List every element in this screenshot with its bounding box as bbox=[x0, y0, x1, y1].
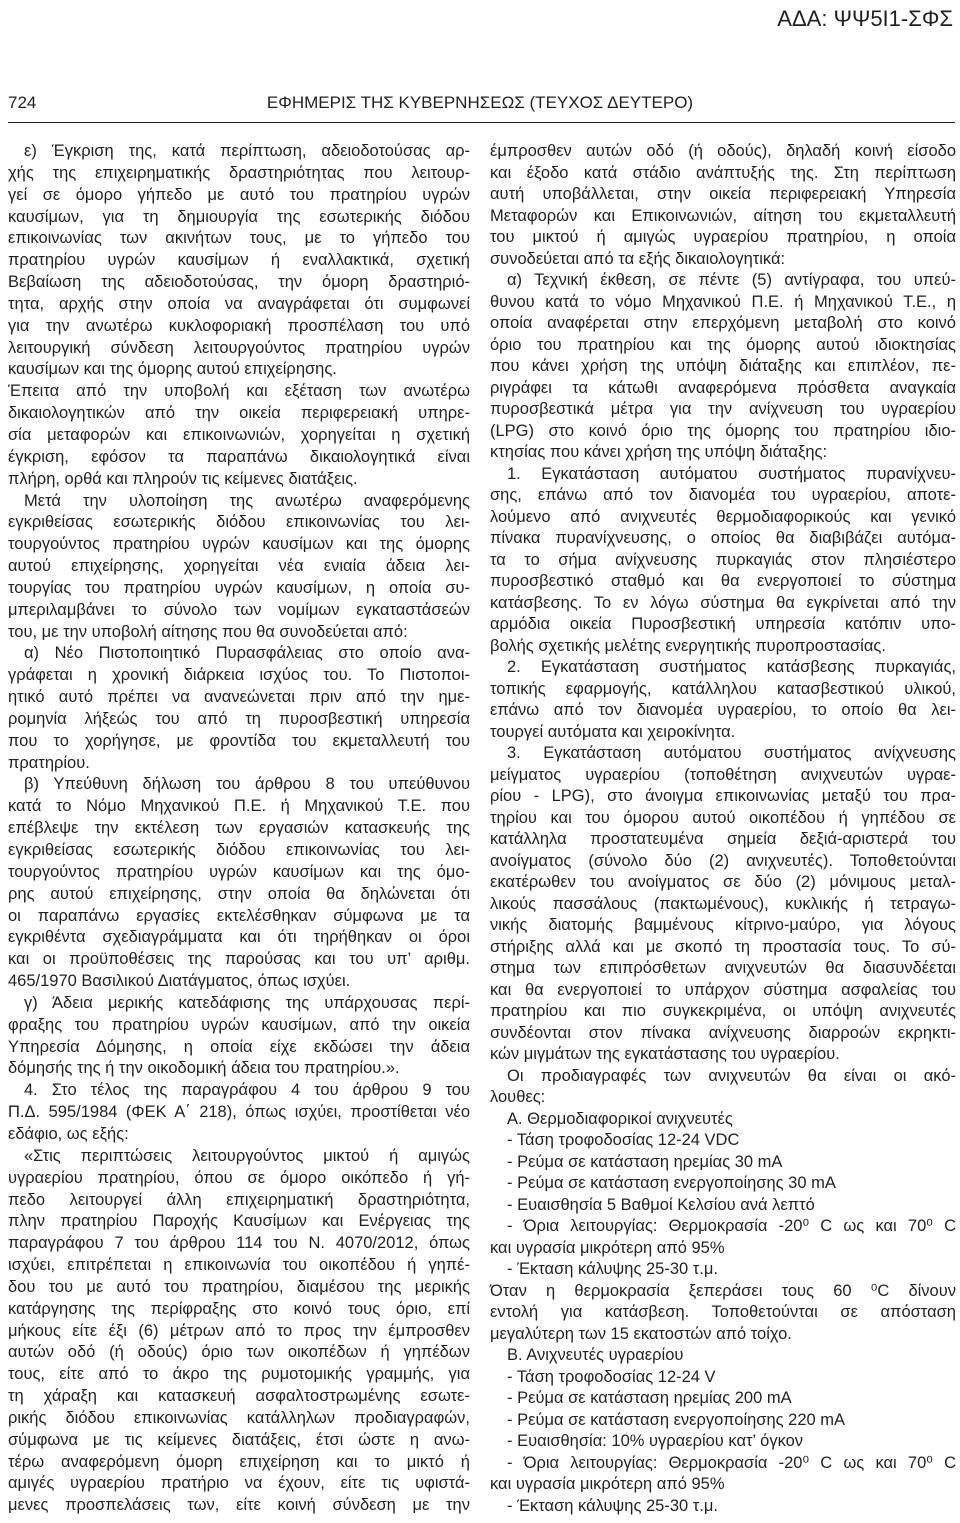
text-line: 465/1970 Βασιλικού Διατάγματος, όπως ισχύει. bbox=[8, 972, 351, 991]
text-line: ρίου - LPG), στο άνοιγμα επικοινωνίας μεταξύ του πρα- bbox=[490, 787, 956, 805]
text-line: χής της επιχειρηματικής δραστηριότητας που λειτουρ- bbox=[8, 163, 470, 182]
paragraph bbox=[8, 141, 470, 381]
text-line: καυσίμων, για τη δημιουργία της εσωτερικής διόδου bbox=[8, 207, 470, 226]
text-line: έμπροσθεν αυτών οδό (ή οδούς), δηλαδή κοινή είσοδο bbox=[490, 142, 956, 160]
text-line: γράφεται η χρονική διάρκεια ισχύος του. Το Πιστοποι- bbox=[8, 666, 470, 685]
paragraph bbox=[490, 1195, 956, 1217]
text-line: και οι προϋποθέσεις της παρούσας και του υπ’ αριθμ. bbox=[8, 950, 470, 969]
text-line: γεί σε όμορο γήπεδο με αυτό του πρατηρίου υγρών bbox=[8, 185, 470, 204]
text-line: 4. Στο τέλος της παραγράφου 4 του άρθρου 9 του bbox=[24, 1081, 470, 1100]
paragraph bbox=[490, 1431, 956, 1453]
text-line: - Ρεύμα σε κατάσταση ενεργοποίησης 220 mA bbox=[507, 1410, 846, 1429]
text-line: αυτή υποβάλλεται, στην οικεία περιφερειακή Υπηρεσία bbox=[490, 185, 956, 203]
text-line: του μικτού ή αμιγώς υγραερίου πρατηρίου, η οποία bbox=[490, 228, 956, 246]
text-line: επέβλεψε την εκτέλεση των εργασιών κατασκευής της bbox=[8, 819, 470, 838]
text-line: Π.Δ. 595/1984 (ΦΕΚ Α΄ 218), όπως ισχύει, προστίθεται νέο bbox=[8, 1103, 470, 1122]
paragraph bbox=[490, 141, 956, 270]
text-line: λουθες: bbox=[490, 1088, 546, 1106]
text-line: - Όρια λειτουργίας: Θερμοκρασία -20⁰ C ως και 70⁰ C bbox=[507, 1453, 956, 1472]
text-line: - Όρια λειτουργίας: Θερμοκρασία -20⁰ C ως και 70⁰ C bbox=[507, 1217, 956, 1235]
text-line: κατάλληλα προστατευμένα σημεία δεξιά-αριστερά του bbox=[490, 830, 956, 848]
text-line: θυνου κατά το νόμο Μηχανικού Π.Ε. ή Μηχανικού Τ.Ε., η bbox=[490, 292, 956, 311]
text-line: τητα, αρχής στην οποία να αναγράφεται ότι συμφωνεί bbox=[8, 294, 470, 313]
text-line: μείγματος υγραερίου (τοποθέτηση ανιχνευτών υγραε- bbox=[490, 765, 956, 784]
text-line: λειτουργική σύνδεση λειτουργούντος πρατηρίου υγρών bbox=[8, 338, 470, 357]
text-line: - Ρεύμα σε κατάσταση ηρεμίας 200 mA bbox=[507, 1389, 792, 1407]
text-line: κατά το Νόμο Μηχανικού Π.Ε. ή Μηχανικού Τ.Ε. που bbox=[8, 797, 470, 816]
header-divider bbox=[8, 122, 955, 123]
text-line: οι παραπάνω εργασίες εκτελέσθηκαν σύμφωνα με τα bbox=[8, 906, 470, 925]
text-line: βολής σχετικής μελέτης ενεργητικής πυροπροστασίας. bbox=[490, 636, 886, 655]
text-line: όριο του πρατηρίου και της όμορης αυτού ιδιοκτησίας bbox=[490, 335, 956, 354]
text-line: τους, είτε από το άκρο της ρυμοτομικής γραμμής, για bbox=[8, 1365, 470, 1384]
text-line: επικοινωνίας των ακινήτων τους, με το γήπεδο του bbox=[8, 229, 470, 248]
text-line: κατάργησης της περίφραξης στο κοινό τους όριο, επί bbox=[8, 1299, 470, 1318]
paragraph bbox=[8, 1146, 470, 1517]
text-line: «Στις περιπτώσεις λειτουργούντος μικτού ή αμιγώς bbox=[24, 1146, 470, 1165]
text-line: κών μιγμάτων της εγκατάστασης του υγραερίου. bbox=[490, 1045, 840, 1063]
paragraph bbox=[490, 1152, 956, 1174]
page-number: 724 bbox=[8, 93, 37, 112]
paragraph bbox=[490, 1367, 956, 1389]
text-line: τέρω αναφερόμενη όμορη επιχείρηση και το μικτό ή bbox=[8, 1452, 470, 1471]
paragraph bbox=[490, 270, 956, 464]
text-line: μεγαλύτερη των 15 εκατοστών από τοίχο. bbox=[490, 1324, 792, 1343]
text-line: κατάσβεσης. Το εν λόγω σύστημα θα εγκρίνεται από την bbox=[490, 593, 956, 612]
paragraph bbox=[490, 1109, 956, 1131]
text-line: εγκριθείσας εσωτερικής διόδου επικοινωνίας του λει- bbox=[8, 841, 470, 859]
text-line: τουργίας του πρατηρίου υγρών καυσίμων, η οποία συ- bbox=[8, 578, 470, 597]
text-line: και υγρασία μικρότερη από 95% bbox=[490, 1238, 725, 1257]
text-line: για την ανωτέρω κυκλοφοριακή προσπέλαση του υπό bbox=[8, 316, 470, 335]
text-line: - Τάση τροφοδοσίας 12-24 V bbox=[507, 1367, 716, 1386]
text-line: πλην πρατηρίου Παροχής Καυσίμων και Ενέργειας της bbox=[8, 1212, 470, 1231]
text-line: - Έκταση κάλυψης 25-30 τ.μ. bbox=[507, 1496, 718, 1515]
text-line: εγκριθέντα σχεδιαγράμματα και ότι τηρήθηκαν οι όροι bbox=[8, 928, 470, 947]
text-line: υγραερίου πρατηρίου, όπου σε όμορο οικόπεδο ή γή- bbox=[8, 1168, 470, 1187]
text-line: Βεβαίωση της αδειοδοτούσας, την όμορη δραστηριό- bbox=[8, 273, 470, 292]
text-line: α) Νέο Πιστοποιητικό Πυρασφάλειας στο οποίο ανα- bbox=[24, 644, 470, 663]
text-line: λικούς πασσάλους (πακτωμένους), κυκλικής ή τετραγω- bbox=[490, 894, 956, 913]
text-line: Υπηρεσία Δόμησης, η οποία είχε εκδώσει την άδεια bbox=[8, 1037, 470, 1056]
text-line: - Τάση τροφοδοσίας 12-24 VDC bbox=[507, 1131, 740, 1149]
text-line: Β. Ανιχνευτές υγραερίου bbox=[507, 1346, 684, 1364]
text-line: Οι προδιαγραφές των ανιχνευτών θα είναι οι ακό- bbox=[507, 1066, 956, 1085]
text-line: και θα ενεργοποιεί το υπάρχον σύστημα ασφαλείας του bbox=[490, 980, 956, 999]
text-line: γ) Άδεια μερικής κατεδάφισης της υπάρχουσας περί- bbox=[24, 993, 470, 1012]
text-line: (LPG) στο κοινό όριο της όμορης του πρατηρίου ιδιο- bbox=[490, 421, 956, 440]
left-column bbox=[8, 141, 470, 1517]
paragraph bbox=[8, 643, 470, 774]
text-line: μενες προσπελάσεις των, είτε κοινή σύνδεση με την bbox=[8, 1496, 470, 1515]
text-line: αμιγές υγραερίου πρατήριο να έχουν, είτε τις υφιστά- bbox=[8, 1474, 470, 1493]
paragraph bbox=[490, 657, 956, 743]
text-line: εκατέρωθεν του ανοίγματος σε δύο (2) μόνιμους μεταλ- bbox=[490, 873, 956, 891]
paragraph bbox=[490, 1216, 956, 1259]
text-line: εδάφιο, ως εξής: bbox=[8, 1124, 129, 1143]
text-line: Έπειτα από την υποβολή και εξέταση των ανωτέρω bbox=[8, 382, 470, 401]
text-line: πίνακα πυρανίχνευσης, ο οποίος θα διαβιβάζει αυτόμα- bbox=[490, 529, 956, 547]
paragraph bbox=[8, 381, 470, 490]
text-line: ριγράφει τα κάτωθι αναφερόμενα πρόσθετα αναγκαία bbox=[490, 378, 956, 397]
paragraph bbox=[490, 1066, 956, 1109]
text-line: νικής διατομής βαμμένους κίτρινο-μαύρο, για λόγους bbox=[490, 916, 956, 934]
text-line: καυσίμων και της όμορης αυτού επιχείρησης. bbox=[8, 360, 337, 379]
text-line: Όταν η θερμοκρασία ξεπεράσει τους 60 ⁰C δίνουν bbox=[490, 1281, 956, 1300]
text-line: ητικό αυτό πρέπει να ανανεώνεται πριν από την ημε- bbox=[8, 688, 470, 707]
paragraph bbox=[490, 1173, 956, 1195]
text-line: τη χάραξη και κατασκευή ασφαλτοστρωμένης εσωτε- bbox=[8, 1387, 470, 1406]
paragraph bbox=[8, 491, 470, 644]
paragraph bbox=[490, 743, 956, 1066]
paragraph bbox=[8, 774, 470, 992]
text-line: στήριξης αλλά και με σκοπό τη προστασία τους. Το σύ- bbox=[490, 937, 956, 956]
text-line: πρατηρίου. bbox=[8, 753, 90, 772]
text-line: έγκριση, εφόσον τα παραπάνω δικαιολογητικά είναι bbox=[8, 447, 470, 466]
text-line: πρατηρίου υγρών καυσίμων ή εναλλακτικά, σχετική bbox=[8, 251, 470, 270]
text-line: δικαιολογητικών από την οικεία περιφερειακή υπηρε- bbox=[8, 404, 470, 423]
text-line: τοπικής εφαρμογής, κατάλληλου κατασβεστικού υλικού, bbox=[490, 679, 956, 698]
paragraph bbox=[490, 1345, 956, 1367]
paragraph bbox=[490, 1130, 956, 1152]
text-line: σης, επάνω από τον διανομέα του υγραερίου, αποτε- bbox=[490, 486, 956, 504]
text-line: α) Τεχνική έκθεση, σε πέντε (5) αντίγραφα, του υπεύ- bbox=[507, 271, 956, 289]
text-line: - Ρεύμα σε κατάσταση ενεργοποίησης 30 mA bbox=[507, 1174, 836, 1192]
text-line: συνδέονται στον πίνακα ανίχνευσης διαρροών εκρηκτι- bbox=[490, 1023, 956, 1042]
text-line: 2. Εγκατάσταση συστήματος κατάσβεσης πυρκαγιάς, bbox=[507, 658, 956, 676]
text-line: εγκριθείσας εσωτερικής διόδου επικοινωνίας του λει- bbox=[8, 513, 470, 532]
paragraph bbox=[490, 1453, 956, 1496]
paragraph bbox=[490, 1388, 956, 1410]
text-line: και έξοδο κατά στάδιο ανάπτυξής της. Στη περίπτωση bbox=[490, 163, 956, 182]
text-line: ανοίγματος (σύνολο δύο (2) ανιχνευτές). Τοποθετούνται bbox=[490, 851, 956, 870]
text-line: που το χορήγησε, με φροντίδα του εκμεταλλευτή του bbox=[8, 731, 470, 750]
text-line: εντολή για κατάσβεση. Τοποθετούνται σε απόσταση bbox=[490, 1303, 956, 1321]
text-line: - Ρεύμα σε κατάσταση ηρεμίας 30 mA bbox=[507, 1152, 783, 1171]
text-line: επάνω από τον διανομέα υγραερίου, το οποίο θα λει- bbox=[490, 701, 956, 719]
text-line: σία μεταφορών και επικοινωνιών, χορηγείται η σχετική bbox=[8, 425, 470, 444]
text-line: ρης αυτού επιχείρησης, στην οποία θα δηλώνεται ότι bbox=[8, 884, 470, 903]
text-line: φραξης του πρατηρίου υγρών καυσίμων, από την οικεία bbox=[8, 1015, 470, 1034]
text-line: Μεταφορών και Επικοινωνιών, αίτηση του εκμεταλλευτή bbox=[490, 206, 956, 225]
paragraph bbox=[490, 464, 956, 658]
paragraph bbox=[490, 1281, 956, 1346]
text-line: και υγρασία μικρότερη από 95% bbox=[490, 1475, 725, 1493]
text-line: - Ευαισθησία 5 Βαθμοί Κελσίου ανά λεπτό bbox=[507, 1195, 815, 1214]
text-line: αυτού επιχείρησης, χορηγείται νέα ενιαία άδεια λει- bbox=[8, 557, 470, 576]
text-line: αρμόδια οικεία Πυροσβεστική υπηρεσία κατόπιν υπο- bbox=[490, 615, 956, 633]
text-line: πεδο λειτουργεί άλλη επιχειρηματική δραστηριότητα, bbox=[8, 1190, 470, 1209]
text-line: πρατηρίου και πιο συγκεκριμένα, οι υπόψη ανιχνευτές bbox=[490, 1002, 956, 1020]
text-line: 1. Εγκατάσταση αυτόματου συστήματος πυρανίχνευ- bbox=[507, 464, 956, 483]
paragraph bbox=[8, 993, 470, 1080]
text-line: δόμησής της ή την οικοδομική άδεια του πρατηρίου.». bbox=[8, 1059, 400, 1078]
document-code: ΑΔΑ: ΨΨ5Ι1-ΣΦΣ bbox=[777, 6, 953, 31]
text-line: συνοδεύεται από τα εξής δικαιολογητικά: bbox=[490, 249, 786, 268]
text-line: που κάνει χρήση της υπόψη διάταξης και επιπλέον, πε- bbox=[490, 357, 956, 375]
text-line: τουργεί αυτόματα και χειροκίνητα. bbox=[490, 722, 736, 741]
text-line: κτησίας που κάνει χρήση της υπόψη διάταξης: bbox=[490, 443, 828, 461]
text-line: ισχύει, επιτρέπεται η επικοινωνία του οικοπέδου ή γηπέ- bbox=[8, 1256, 470, 1275]
text-line: τουργούντος πρατηρίου υγρών καυσίμων και της όμο- bbox=[8, 862, 470, 881]
text-line: - Ευαισθησία: 10% υγραερίου κατ’ όγκον bbox=[507, 1432, 804, 1450]
text-line: λούμενο από ανιχνευτές θερμοδιαφορικούς και γενικό bbox=[490, 507, 956, 526]
text-line: 3. Εγκατάσταση αυτόματου συστήματος ανίχνευσης bbox=[507, 744, 956, 762]
text-line: πλήρη, ορθά και πληρούν τις κείμενες διατάξεις. bbox=[8, 469, 358, 488]
text-line: του, με την υποβολή αίτησης που θα συνοδεύεται από: bbox=[8, 622, 408, 641]
paragraph bbox=[490, 1410, 956, 1432]
text-line: τα το σήμα ανίχνευσης πυρκαγιάς στον πλησιέστερο bbox=[490, 550, 956, 569]
paragraph bbox=[490, 1259, 956, 1281]
paragraph bbox=[490, 1496, 956, 1518]
text-line: αυτών οδό (ή οδούς) όριο των οικοπέδων ή γηπέδων bbox=[8, 1343, 470, 1362]
text-line: Μετά την υλοποίηση της ανωτέρω αναφερόμενης bbox=[24, 491, 470, 510]
text-line: τηρίου και του όμορου αυτού οικοπέδου ή γηπέδου σε bbox=[490, 808, 956, 827]
text-line: σύμφωνα με τις κείμενες διατάξεις, έτσι ώστε η ανω- bbox=[8, 1430, 470, 1449]
text-line: μήκους είτε έξι (6) μέτρων από το προς την έμπροσθεν bbox=[8, 1321, 470, 1340]
text-line: Α. Θερμοδιαφορικοί ανιχνευτές bbox=[507, 1109, 733, 1128]
text-line: ε) Έγκριση της, κατά περίπτωση, αδειοδοτούσας αρ- bbox=[24, 142, 470, 160]
text-line: πυροσβεστικό σταθμό και θα ενεργοποιεί το σύστημα bbox=[490, 572, 956, 590]
text-line: μπεριλαμβάνει το σύνολο των νομίμων εγκαταστάσεών bbox=[8, 600, 470, 619]
gazette-title: ΕΦΗΜΕΡΙΣ ΤΗΣ ΚΥΒΕΡΝΗΣΕΩΣ (ΤΕΥΧΟΣ ΔΕΥΤΕΡΟ) bbox=[266, 93, 694, 112]
text-line: πυροσβεστικά μέτρα για την ανίχνευση του υγραερίου bbox=[490, 400, 956, 418]
text-line: παραγράφου 7 του άρθρου 114 του Ν. 4070/2012, όπως bbox=[8, 1234, 470, 1253]
text-line: τουργούντος πρατηρίου υγρών καυσίμων και της όμορης bbox=[8, 535, 470, 554]
text-line: ρικής διόδου επικοινωνίας κατάλληλων προδιαγραφών, bbox=[8, 1408, 470, 1427]
paragraph bbox=[8, 1080, 470, 1146]
text-line: οποία αναφέρεται στην επερχόμενη μεταβολή στο κοινό bbox=[490, 314, 956, 332]
text-line: στημα των επιπρόσθετων ανιχνευτών θα διασυνδέεται bbox=[490, 959, 956, 977]
text-line: β) Υπεύθυνη δήλωση του άρθρου 8 του υπεύθυνου bbox=[24, 775, 470, 794]
text-line: δου του με αυτό του πρατηρίου, διαμέσου της μερικής bbox=[8, 1277, 470, 1296]
right-column bbox=[490, 141, 956, 1517]
text-line: ρομηνία λήξεώς του από τη πυροσβεστική υπηρεσία bbox=[8, 709, 470, 728]
text-line: - Έκταση κάλυψης 25-30 τ.μ. bbox=[507, 1260, 718, 1278]
